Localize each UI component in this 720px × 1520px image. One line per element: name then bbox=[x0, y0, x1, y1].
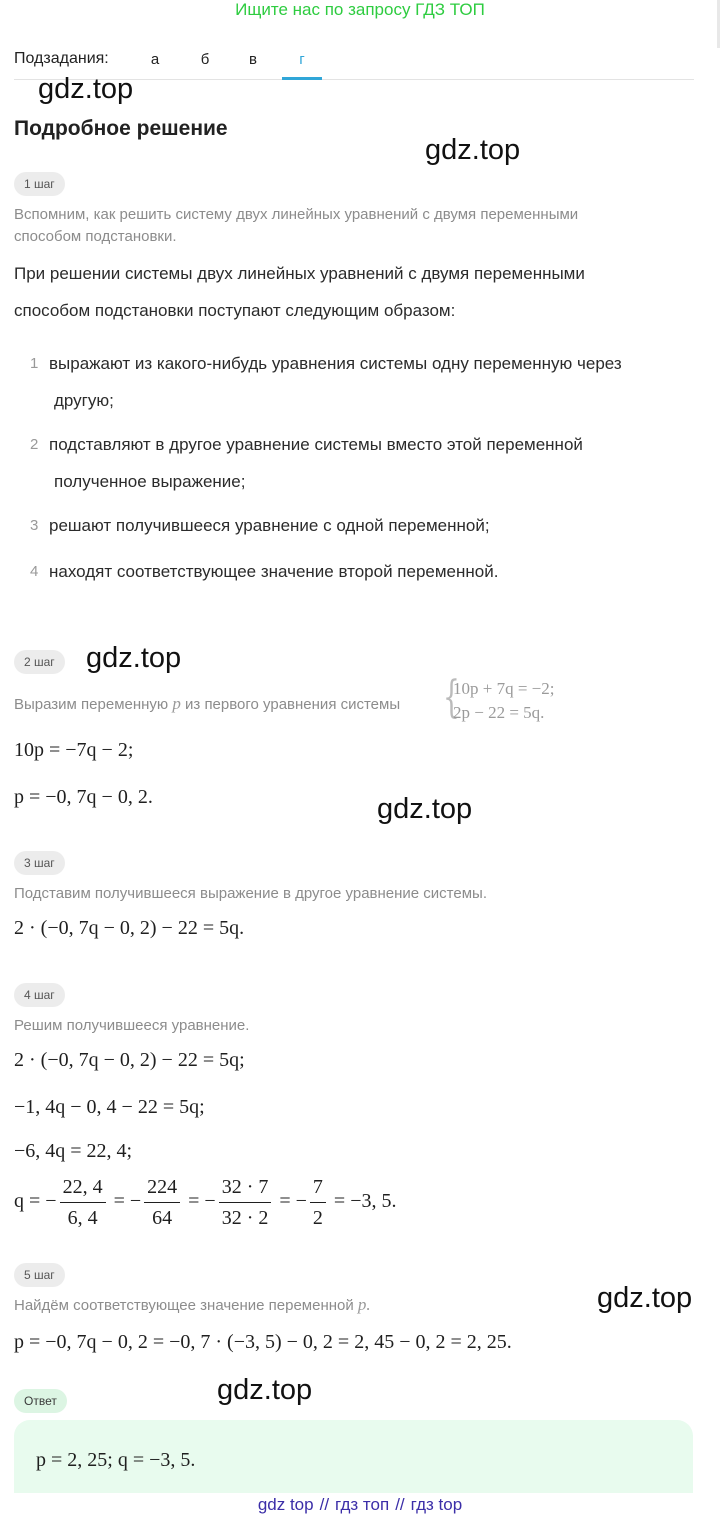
search-banner[interactable]: Ищите нас по запросу ГДЗ ТОП bbox=[235, 0, 485, 19]
denominator: 6, 4 bbox=[67, 1207, 98, 1229]
equation-part: q = − bbox=[14, 1190, 57, 1213]
step-hint bbox=[14, 204, 578, 248]
numerator: 224 bbox=[144, 1174, 180, 1203]
equation: 10p = −7q − 2; bbox=[14, 739, 134, 761]
footer-link[interactable]: гдз top bbox=[410, 1495, 463, 1514]
fraction bbox=[310, 1174, 326, 1231]
fraction bbox=[219, 1174, 272, 1231]
hint-text: Найдём соответствующее значение переменной bbox=[14, 1297, 354, 1314]
denominator: 2 bbox=[312, 1207, 323, 1229]
list-number: 3 bbox=[30, 517, 39, 534]
watermark: gdz.top bbox=[38, 73, 134, 105]
fraction bbox=[60, 1174, 106, 1231]
list-number: 4 bbox=[30, 563, 39, 580]
step-hint bbox=[14, 1294, 371, 1317]
equation: 2 · (−0, 7q − 0, 2) − 22 = 5q. bbox=[14, 917, 245, 939]
equation: −6, 4q = 22, 4; bbox=[14, 1140, 133, 1162]
list-number: 2 bbox=[30, 436, 39, 453]
numerator: 7 bbox=[310, 1174, 326, 1203]
list-item bbox=[49, 345, 622, 419]
list-item-line: выражают из какого-нибудь уравнения системы одну переменную через bbox=[49, 354, 622, 373]
hint-text: из первого уравнения системы bbox=[185, 696, 401, 713]
numerator: 22, 4 bbox=[60, 1174, 106, 1203]
answer-badge: Ответ bbox=[14, 1389, 67, 1413]
list-item: находят соответствующее значение второй переменной. bbox=[49, 562, 499, 581]
step-badge: 3 шаг bbox=[14, 851, 65, 875]
equation: −1, 4q − 0, 4 − 22 = 5q; bbox=[14, 1096, 205, 1118]
hint-line: способом подстановки. bbox=[14, 228, 177, 245]
footer-link[interactable]: gdz top bbox=[257, 1495, 314, 1514]
hint-text: Выразим переменную bbox=[14, 696, 169, 713]
step-hint bbox=[14, 693, 400, 716]
solution-title: Подробное решение bbox=[14, 117, 228, 140]
list-item-line: другую; bbox=[54, 391, 114, 410]
list-number: 1 bbox=[30, 355, 39, 372]
subtask-tab-a[interactable]: а bbox=[150, 51, 160, 68]
hint-variable: p. bbox=[357, 1295, 371, 1314]
equation: 2 · (−0, 7q − 0, 2) − 22 = 5q; bbox=[14, 1049, 245, 1071]
system-line: 2p − 22 = 5q. bbox=[453, 703, 545, 722]
fraction bbox=[144, 1174, 180, 1231]
watermark: gdz.top bbox=[86, 642, 182, 674]
text-line: При решении системы двух линейных уравнений с двумя переменными bbox=[14, 264, 585, 283]
list-item bbox=[49, 426, 583, 500]
footer-link[interactable]: гдз топ bbox=[335, 1495, 390, 1514]
denominator: 32 · 2 bbox=[221, 1207, 269, 1229]
watermark: gdz.top bbox=[597, 1282, 693, 1314]
watermark: gdz.top bbox=[377, 793, 473, 825]
subtask-tab-v[interactable]: в bbox=[249, 51, 257, 68]
system-line: 10p + 7q = −2; bbox=[453, 679, 555, 698]
list-item-line: полученное выражение; bbox=[54, 472, 246, 491]
list-item-line: подставляют в другое уравнение системы вместо этой переменной bbox=[49, 435, 583, 454]
list-item: решают получившееся уравнение с одной переменной; bbox=[49, 516, 490, 535]
denominator: 64 bbox=[152, 1207, 173, 1229]
subtasks-label: Подзадания: bbox=[14, 50, 109, 67]
hint-variable: p bbox=[172, 694, 181, 713]
hint-line: Вспомним, как решить систему двух линейных уравнений с двумя переменными bbox=[14, 206, 579, 223]
watermark: gdz.top bbox=[425, 134, 521, 166]
active-tab-indicator bbox=[282, 77, 322, 80]
step-badge: 2 шаг bbox=[14, 650, 65, 674]
subtask-tab-g[interactable]: г bbox=[299, 51, 305, 68]
subtask-tab-b[interactable]: б bbox=[200, 51, 210, 68]
equation: p = −0, 7q − 0, 2. bbox=[14, 786, 153, 808]
step-hint: Решим получившееся уравнение. bbox=[14, 1017, 250, 1034]
footer-links: gdz top // гдз топ // гдз top bbox=[257, 1495, 463, 1514]
answer-text: p = 2, 25; q = −3, 5. bbox=[36, 1449, 196, 1471]
brace-icon: { bbox=[443, 672, 460, 723]
step-text bbox=[14, 255, 585, 329]
equation: p = −0, 7q − 0, 2 = −0, 7 · (−3, 5) − 0, 2 = 2, 45 − 0, 2 = 2, 25. bbox=[14, 1331, 512, 1353]
equation-part: = −3, 5. bbox=[333, 1190, 397, 1213]
step-badge: 5 шаг bbox=[14, 1263, 65, 1287]
step-badge: 1 шаг bbox=[14, 172, 65, 196]
fraction-equation: q = − $\frac{22, 4}{6, 4}$ = − $\frac{224}{64}$ = − $\frac{32 \cdot 7}{32 \cdot 2}$ = − $\frac{7}{2}$ = −3, 5. bbox=[14, 1176, 397, 1229]
step-badge: 4 шаг bbox=[14, 983, 65, 1007]
text-line: способом подстановки поступают следующим образом: bbox=[14, 301, 456, 320]
numerator: 32 · 7 bbox=[219, 1174, 272, 1203]
watermark: gdz.top bbox=[217, 1374, 313, 1406]
step-hint: Подставим получившееся выражение в другое уравнение системы. bbox=[14, 885, 487, 902]
